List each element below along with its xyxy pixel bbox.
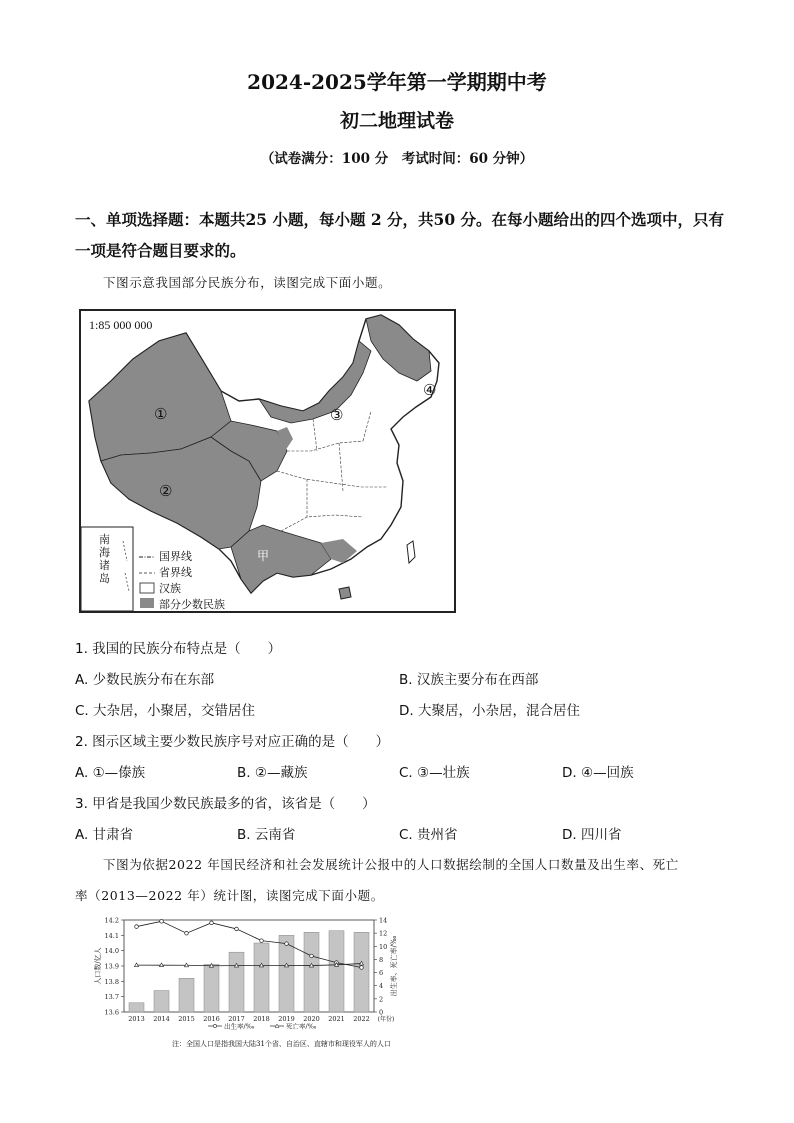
marker-4: ④ xyxy=(423,381,437,399)
left-tick-label: 13.7 xyxy=(104,993,119,1002)
map-intro: 下图示意我国部分民族分布，读图完成下面小题。 xyxy=(103,275,392,290)
marker-2: ② xyxy=(159,482,173,500)
question-1-stem: 1. 我国的民族分布特点是（ ） xyxy=(75,641,282,657)
birth-rate-point xyxy=(185,931,189,935)
birth-rate-point xyxy=(285,942,289,946)
q2-option-b[interactable]: B. ②—藏族 xyxy=(237,765,308,781)
x-tick-label: 2022 xyxy=(353,1015,370,1023)
q3-option-d[interactable]: D. 四川省 xyxy=(562,827,622,843)
legend-death-label: 死亡率/‰ xyxy=(286,1022,317,1031)
chart-note: 注：全国人口是指我国大陆31个省、自治区、直辖市和现役军人的人口 xyxy=(172,1040,391,1048)
legend-province-border: 省界线 xyxy=(159,566,192,579)
x-tick-label: 2013 xyxy=(128,1015,145,1023)
x-tick-label: 2014 xyxy=(153,1015,170,1023)
rate-axis-title: 出生率、死亡率/‰ xyxy=(390,935,398,997)
q3-option-b[interactable]: B. 云南省 xyxy=(237,827,296,843)
question-3-stem: 3. 甲省是我国少数民族最多的省，该省是（ ） xyxy=(75,796,376,812)
legend-birth-label: 出生率/‰ xyxy=(224,1022,255,1031)
legend-national-border: 国界线 xyxy=(159,550,192,563)
q3-option-a[interactable]: A. 甘肃省 xyxy=(75,827,134,843)
legend-birth-marker xyxy=(213,1024,216,1027)
left-tick-label: 13.6 xyxy=(104,1008,119,1017)
south-china-sea-inset-label: 南 海 诸 岛 xyxy=(99,533,110,585)
birth-rate-line xyxy=(137,921,362,967)
left-tick-label: 13.9 xyxy=(104,962,119,971)
birth-rate-point xyxy=(310,954,314,958)
section-heading: 一、单项选择题：本题共25 小题，每小题 2 分，共50 分。在每小题给出的四个选项中，只有一项是符合题目要求的。 xyxy=(75,210,725,260)
x-unit-label: (年份) xyxy=(377,1016,395,1023)
q2-option-d[interactable]: D. ④—回族 xyxy=(562,765,634,781)
ethnic-distribution-map xyxy=(79,309,456,613)
legend-minority: 部分少数民族 xyxy=(159,598,225,611)
q2-option-c[interactable]: C. ③—壮族 xyxy=(399,765,470,781)
map-scale: 1:85 000 000 xyxy=(89,318,153,332)
q1-option-a[interactable]: A. 少数民族分布在东部 xyxy=(75,672,215,688)
right-tick-label: 14 xyxy=(379,916,388,925)
q1-option-c[interactable]: C. 大杂居，小聚居，交错居住 xyxy=(75,703,256,719)
taiwan-island xyxy=(407,541,415,563)
population-bar xyxy=(329,931,344,1012)
hainan-island xyxy=(339,587,351,599)
population-bar xyxy=(254,943,269,1012)
population-bar xyxy=(204,964,219,1012)
q1-option-d[interactable]: D. 大聚居，小杂居，混合居住 xyxy=(399,703,580,719)
right-tick-label: 10 xyxy=(379,942,388,951)
right-tick-label: 6 xyxy=(379,969,384,978)
q1-option-b[interactable]: B. 汉族主要分布在西部 xyxy=(399,672,539,688)
q2-option-a[interactable]: A. ①—傣族 xyxy=(75,765,146,781)
chart-intro-line-2: 率（2013—2022 年）统计图，读图完成下面小题。 xyxy=(75,888,384,903)
population-bar xyxy=(279,935,294,1012)
left-tick-label: 14.1 xyxy=(104,931,119,940)
population-bar xyxy=(154,991,169,1012)
population-bar xyxy=(304,932,319,1012)
x-tick-label: 2018 xyxy=(253,1015,270,1023)
right-tick-label: 2 xyxy=(379,995,384,1004)
x-tick-label: 2019 xyxy=(278,1015,295,1023)
birth-rate-point xyxy=(235,927,239,931)
population-bar xyxy=(129,1003,144,1012)
legend-han: 汉族 xyxy=(159,582,181,595)
chart-intro-line-1: 下图为依据2022 年国民经济和社会发展统计公报中的人口数据绘制的全国人口数量及出生率、死亡 xyxy=(103,857,679,872)
x-tick-label: 2015 xyxy=(178,1015,195,1023)
birth-rate-point xyxy=(210,921,214,925)
population-chart-svg xyxy=(90,912,420,1040)
population-bar xyxy=(179,978,194,1012)
left-tick-label: 13.8 xyxy=(104,977,119,986)
birth-rate-point xyxy=(135,925,139,929)
population-bar xyxy=(354,932,369,1012)
death-rate-line xyxy=(137,964,362,966)
exam-title: 2024-2025学年第一学期期中考 xyxy=(247,70,547,94)
minority-swatch xyxy=(140,598,154,608)
china-map-graphic xyxy=(81,311,454,611)
x-tick-label: 2017 xyxy=(228,1015,245,1023)
birth-rate-point xyxy=(260,939,264,943)
population-axis-title: 人口数/亿人 xyxy=(94,947,102,985)
right-tick-label: 4 xyxy=(379,982,384,991)
left-tick-label: 14.0 xyxy=(104,947,119,956)
birth-rate-point xyxy=(160,920,164,924)
right-tick-label: 12 xyxy=(379,929,388,938)
q3-option-c[interactable]: C. 贵州省 xyxy=(399,827,458,843)
han-swatch xyxy=(140,583,154,593)
marker-1: ① xyxy=(154,405,168,423)
exam-info: （试卷满分：100 分 考试时间：60 分钟） xyxy=(260,151,534,167)
left-tick-label: 14.2 xyxy=(104,916,119,925)
province-jia-label: 甲 xyxy=(257,549,270,563)
right-tick-label: 8 xyxy=(379,955,384,964)
question-2-stem: 2. 图示区域主要少数民族序号对应正确的是（ ） xyxy=(75,734,390,750)
marker-3: ③ xyxy=(330,406,344,424)
birth-rate-point xyxy=(360,966,364,970)
population-chart xyxy=(90,912,420,1040)
x-tick-label: 2020 xyxy=(303,1015,320,1023)
exam-subtitle: 初二地理试卷 xyxy=(339,110,454,132)
right-tick-label: 0 xyxy=(379,1008,384,1017)
x-tick-label: 2021 xyxy=(328,1015,345,1023)
x-tick-label: 2016 xyxy=(203,1015,220,1023)
population-bar xyxy=(229,952,244,1012)
